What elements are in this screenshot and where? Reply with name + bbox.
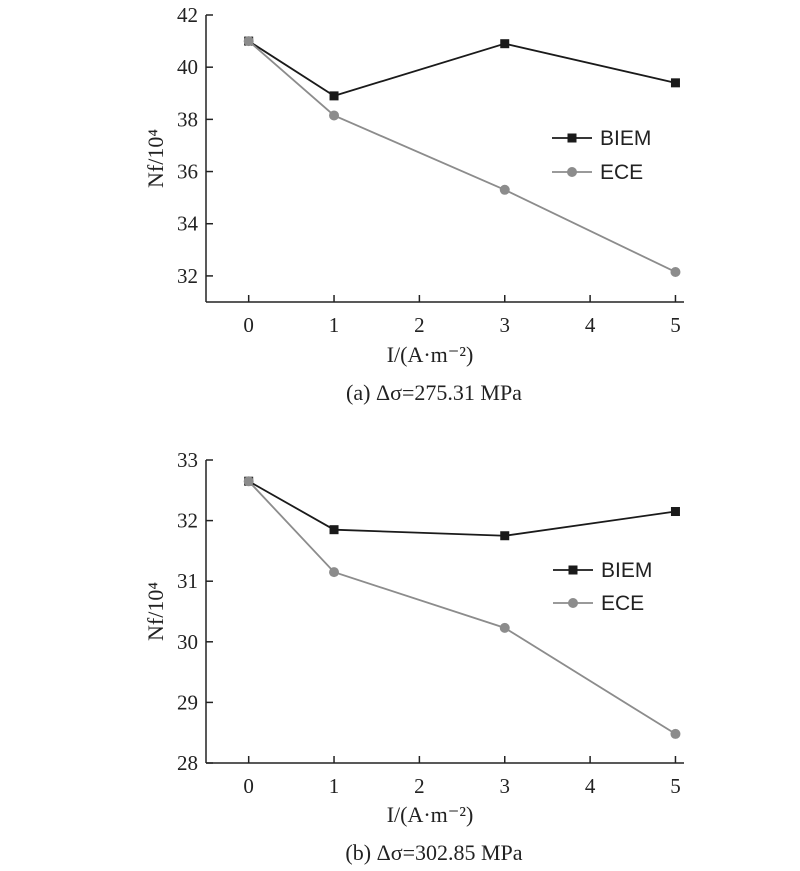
series-line-biem <box>249 481 676 536</box>
legend-marker-ece <box>567 167 577 177</box>
data-point-biem <box>500 531 509 540</box>
x-tick-label: 1 <box>328 313 340 337</box>
data-point-biem <box>671 78 680 87</box>
y-axis-label: Nf/10⁴ <box>143 582 168 641</box>
legend-marker-biem <box>569 566 578 575</box>
y-tick-label: 32 <box>177 508 198 533</box>
data-point-ece <box>500 623 510 633</box>
data-point-ece <box>244 36 254 46</box>
x-tick-label: 4 <box>584 774 596 798</box>
x-tick-label: 2 <box>414 774 425 798</box>
x-tick-label: 0 <box>243 774 254 798</box>
x-axis-label: I/(A·m⁻²) <box>386 802 474 827</box>
y-tick-label: 28 <box>177 751 198 775</box>
x-tick-label: 3 <box>499 774 510 798</box>
panel-caption: (b) Δσ=302.85 MPa <box>345 840 523 865</box>
data-point-ece <box>670 267 680 277</box>
x-tick-label: 3 <box>499 313 510 337</box>
legend-marker-ece <box>568 598 578 608</box>
y-tick-label: 34 <box>177 211 198 236</box>
data-point-ece <box>329 567 339 577</box>
x-tick-label: 5 <box>670 774 681 798</box>
legend-label-biem: BIEM <box>601 559 653 582</box>
y-tick-label: 42 <box>177 3 198 27</box>
data-point-ece <box>500 185 510 195</box>
x-tick-label: 2 <box>414 313 425 337</box>
y-tick-label: 38 <box>177 107 198 132</box>
series-line-ece <box>249 41 676 272</box>
data-point-biem <box>330 91 339 100</box>
chart-panel-b <box>143 448 684 865</box>
data-point-biem <box>500 39 509 48</box>
legend-label-biem: BIEM <box>600 127 652 150</box>
legend-label-ece: ECE <box>600 161 644 184</box>
x-tick-label: 4 <box>584 313 596 337</box>
x-axis-label: I/(A·m⁻²) <box>386 342 474 367</box>
data-point-biem <box>330 525 339 534</box>
series-line-biem <box>249 41 676 96</box>
legend-marker-biem <box>568 134 577 143</box>
y-tick-label: 33 <box>177 448 198 472</box>
chart-panel-a <box>143 3 684 405</box>
y-tick-label: 30 <box>177 629 198 654</box>
y-tick-label: 32 <box>177 263 198 288</box>
legend-label-ece: ECE <box>601 592 645 615</box>
x-tick-label: 1 <box>328 774 340 798</box>
panel-caption: (a) Δσ=275.31 MPa <box>346 380 522 405</box>
data-point-biem <box>671 507 680 516</box>
data-point-ece <box>244 476 254 486</box>
y-tick-label: 31 <box>177 569 198 594</box>
data-point-ece <box>670 729 680 739</box>
x-tick-label: 0 <box>243 313 254 337</box>
x-tick-label: 5 <box>670 313 681 337</box>
data-point-ece <box>329 110 339 120</box>
y-tick-label: 29 <box>177 690 198 715</box>
y-tick-label: 40 <box>177 55 198 80</box>
y-tick-label: 36 <box>177 159 198 184</box>
y-axis-label: Nf/10⁴ <box>143 129 168 188</box>
